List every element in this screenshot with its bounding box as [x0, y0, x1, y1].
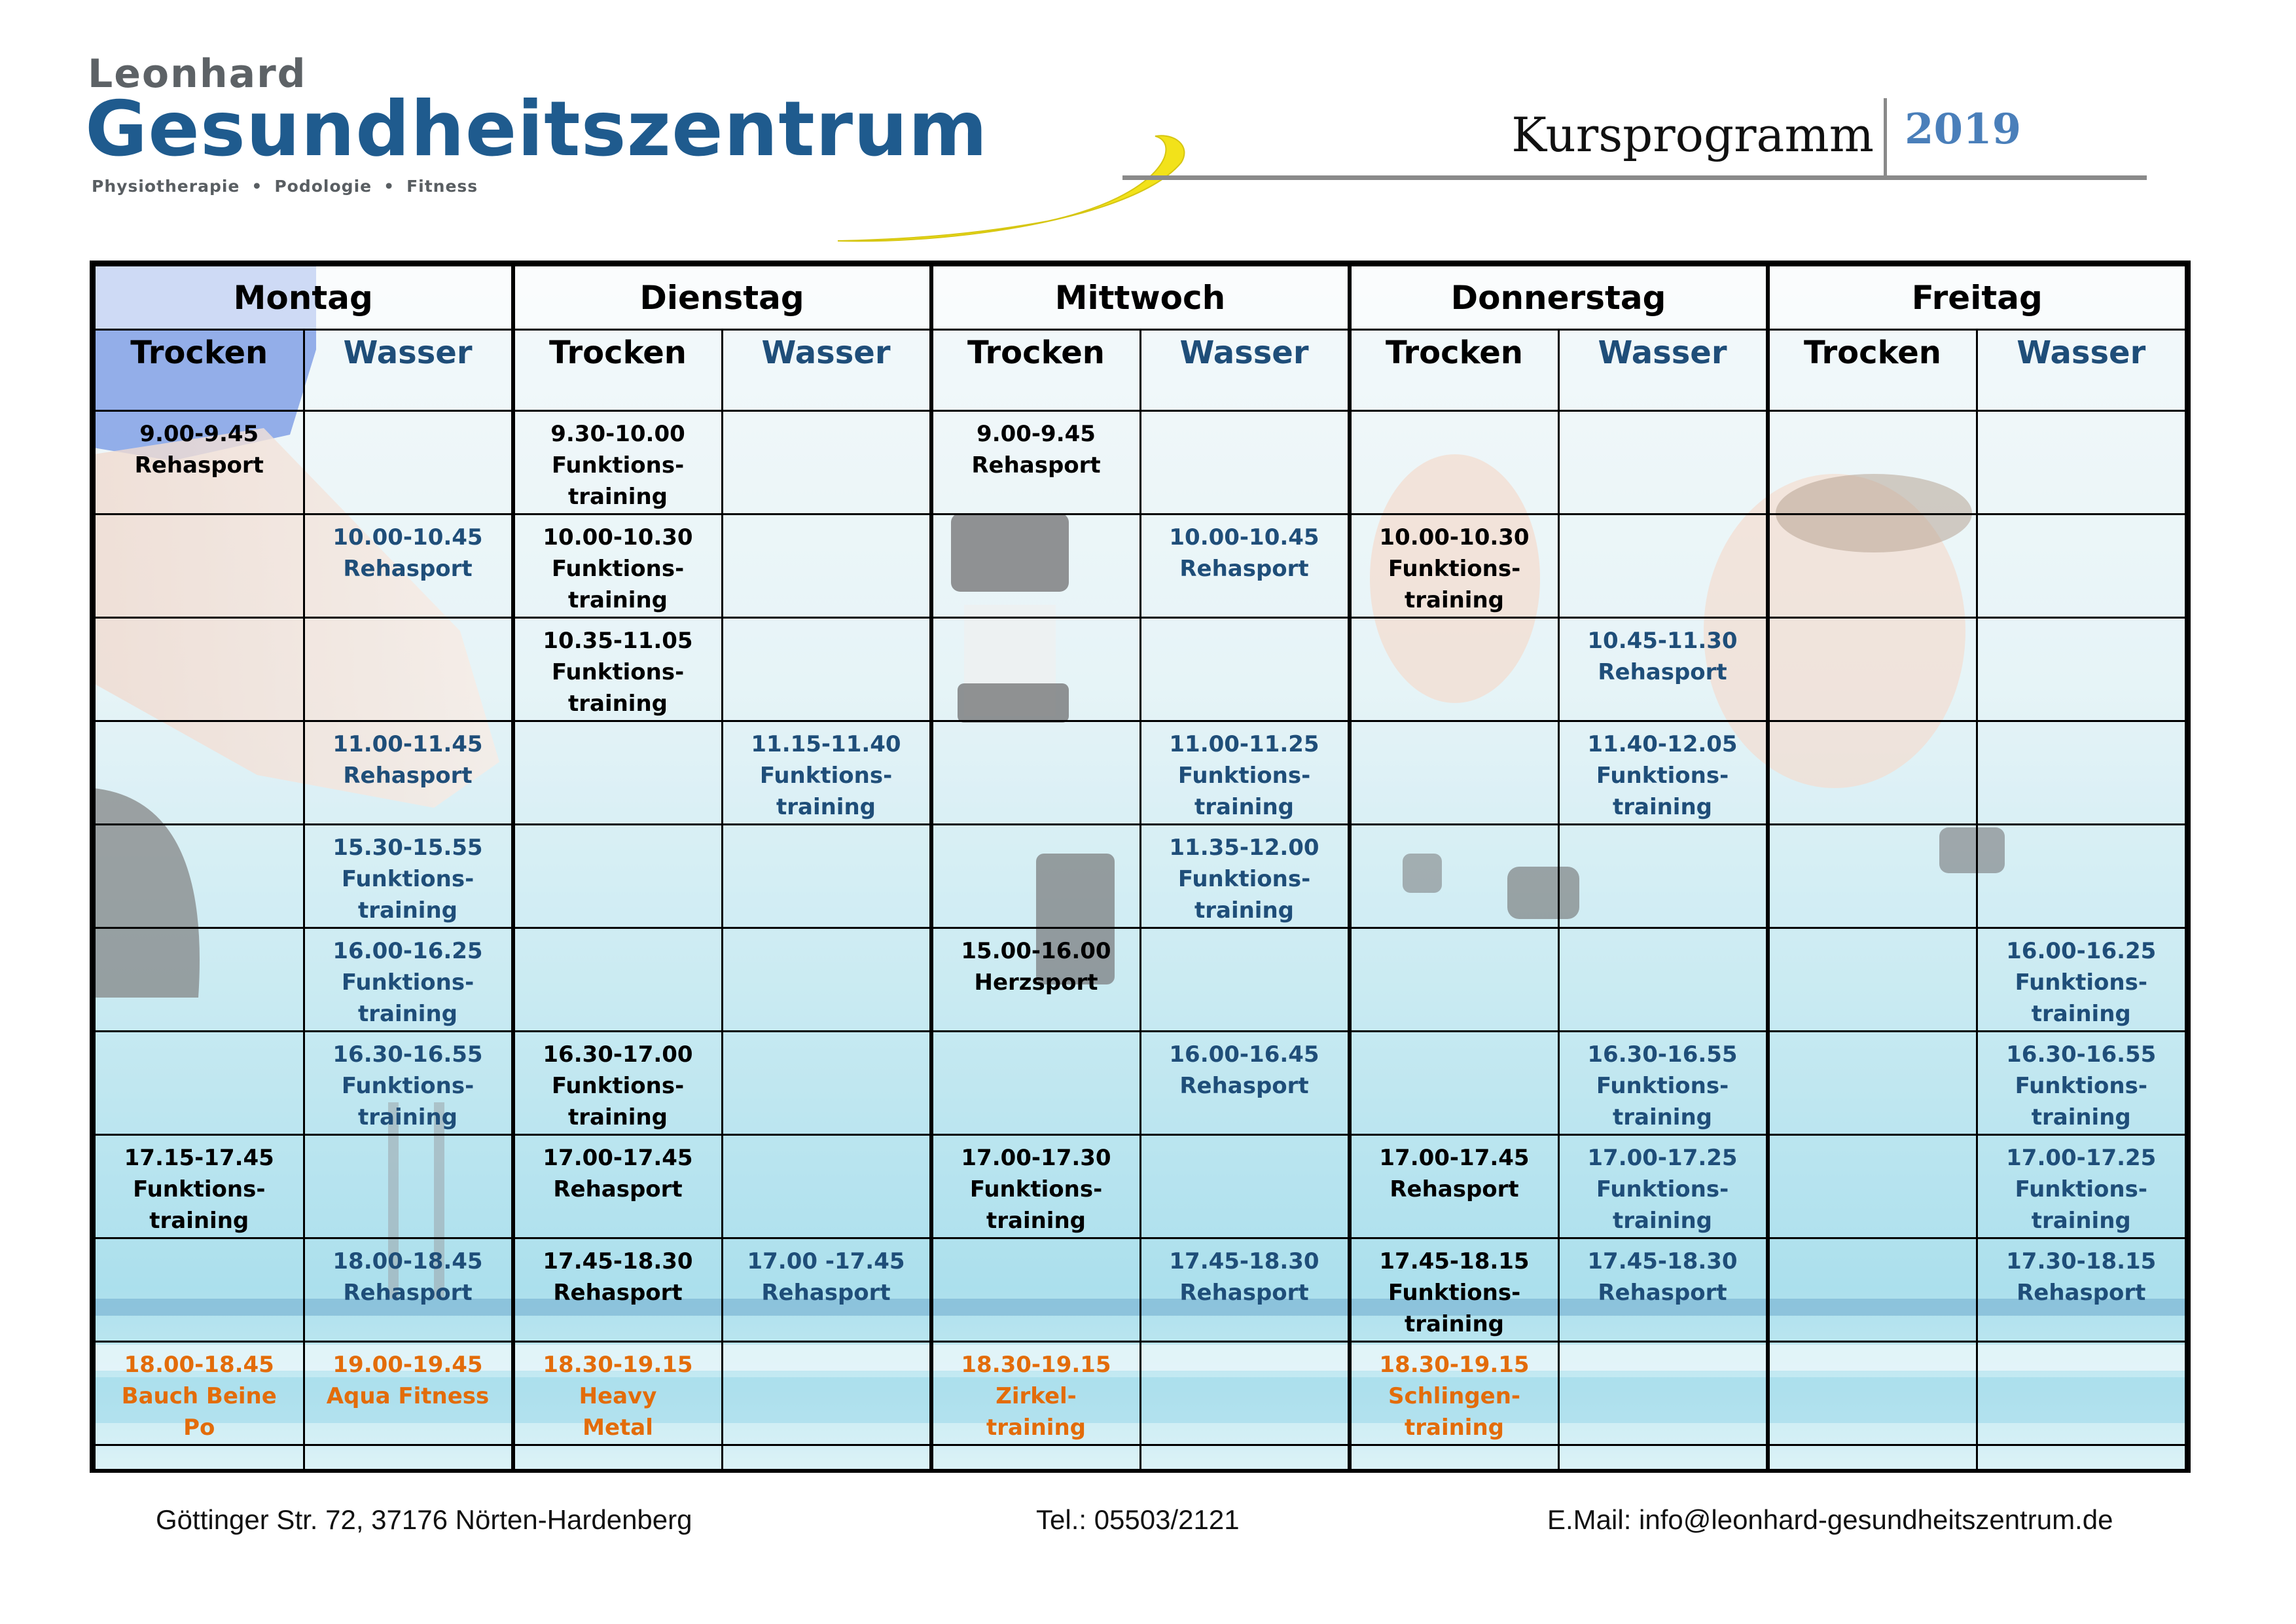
schedule-cell [513, 928, 723, 1032]
schedule-row [95, 928, 2186, 1032]
course-name: training [2031, 1208, 2131, 1234]
schedule-body [95, 411, 2186, 1473]
course-name: Funktions- [969, 1176, 1103, 1202]
course-name: Rehasport [343, 763, 473, 789]
subheader-wasser: Wasser [304, 330, 513, 411]
schedule-cell [1768, 1032, 1977, 1135]
course-name: Rehasport [1598, 659, 1727, 685]
footer-email[interactable]: E.Mail: info@leonhard-gesundheitszentrum.de [1547, 1504, 2113, 1535]
schedule-cell [1977, 721, 2186, 825]
schedule-cell [931, 1342, 1141, 1445]
course-time: 17.30-18.15 [2006, 1248, 2157, 1274]
schedule-cell [722, 825, 931, 928]
course-time: 11.00-11.45 [332, 731, 483, 757]
course-name: Funktions- [133, 1176, 266, 1202]
schedule-cell [1768, 1238, 1977, 1342]
course-name: training [567, 691, 668, 717]
course-time: 10.45-11.30 [1587, 628, 1738, 654]
schedule-cell [1350, 1238, 1559, 1342]
course-name: training [1404, 1415, 1505, 1441]
schedule-cell [722, 1342, 931, 1445]
schedule-cell [1140, 1342, 1350, 1445]
schedule-table [94, 264, 2187, 1473]
course-name: Zirkel- [996, 1383, 1077, 1409]
course-time: 18.30-19.15 [1379, 1352, 1530, 1378]
course-name: Funktions- [1388, 556, 1521, 582]
schedule-cell [1350, 514, 1559, 618]
schedule-cell [1977, 1238, 2186, 1342]
schedule-cell [1977, 1032, 2186, 1135]
schedule-cell [722, 618, 931, 721]
subheader-trocken: Trocken [1350, 330, 1559, 411]
course-name: Funktions- [1177, 763, 1311, 789]
tagline-podologie: Podologie [274, 177, 372, 196]
course-name: training [567, 1104, 668, 1130]
schedule-cell [513, 1032, 723, 1135]
course-time: 18.00-18.45 [332, 1248, 483, 1274]
course-time: 11.35-12.00 [1169, 835, 1319, 861]
course-name: Funktions- [341, 969, 475, 996]
course-name: Funktions- [551, 452, 685, 478]
schedule-cell [304, 721, 513, 825]
schedule-cell [1350, 411, 1559, 514]
course-name: Rehasport [553, 1280, 683, 1306]
course-name: Rehasport [343, 556, 473, 582]
course-name: Funktions- [1596, 1073, 1729, 1099]
title-divider [1884, 98, 1887, 179]
subheader-wasser: Wasser [722, 330, 931, 411]
course-name: Rehasport [761, 1280, 891, 1306]
tagline-fitness: Fitness [406, 177, 478, 196]
course-name: training [1404, 587, 1505, 613]
logo-name-main: Gesundheitszentrum [85, 85, 988, 173]
tagline-physiotherapie: Physiotherapie [92, 177, 240, 196]
schedule-cell [1977, 1342, 2186, 1445]
course-name: Funktions- [551, 659, 685, 685]
course-name: training [1612, 794, 1713, 820]
schedule-cell [95, 1135, 304, 1238]
document-title-block [1122, 98, 2147, 183]
schedule-cell [1350, 825, 1559, 928]
course-time: 15.30-15.55 [332, 835, 483, 861]
schedule-cell [95, 825, 304, 928]
schedule-cell [95, 721, 304, 825]
course-name: training [986, 1208, 1086, 1234]
course-time: 10.00-10.30 [1379, 524, 1530, 550]
schedule-row [95, 1342, 2186, 1445]
course-time: 17.45-18.30 [543, 1248, 693, 1274]
schedule-row [95, 825, 2186, 928]
course-name: Funktions- [551, 556, 685, 582]
schedule-cell [1558, 514, 1768, 618]
schedule-cell [1558, 1238, 1768, 1342]
course-time: 18.30-19.15 [961, 1352, 1111, 1378]
course-name: training [1612, 1104, 1713, 1130]
schedule-cell [304, 1238, 513, 1342]
schedule-cell [1558, 1342, 1768, 1445]
schedule-cell [95, 514, 304, 618]
course-time: 11.40-12.05 [1587, 731, 1738, 757]
schedule-cell [304, 411, 513, 514]
course-time: 16.00-16.25 [2006, 938, 2157, 964]
course-time: 10.00-10.45 [1169, 524, 1319, 550]
course-name: training [357, 1001, 458, 1027]
schedule-cell [1558, 411, 1768, 514]
schedule-row [95, 1238, 2186, 1342]
course-time: 18.30-19.15 [543, 1352, 693, 1378]
schedule-row [95, 618, 2186, 721]
course-name: Rehasport [343, 1280, 473, 1306]
day-header-montag: Montag [95, 266, 513, 330]
course-time: 18.00-18.45 [124, 1352, 274, 1378]
course-time: 16.00-16.45 [1169, 1041, 1319, 1068]
schedule-cell [1558, 618, 1768, 721]
course-name: training [357, 897, 458, 924]
subheader-trocken: Trocken [931, 330, 1141, 411]
schedule-row [95, 514, 2186, 618]
schedule-cell [1558, 721, 1768, 825]
course-name: training [986, 1415, 1086, 1441]
schedule-cell [1768, 1342, 1977, 1445]
schedule-cell [95, 1445, 304, 1473]
schedule-cell [931, 411, 1141, 514]
course-time: 16.00-16.25 [332, 938, 483, 964]
schedule-cell [722, 1135, 931, 1238]
schedule-cell [95, 928, 304, 1032]
course-time: 15.00-16.00 [961, 938, 1111, 964]
schedule-cell [931, 618, 1141, 721]
schedule-cell [1768, 825, 1977, 928]
course-name: Funktions- [2015, 1073, 2147, 1099]
course-name: training [567, 484, 668, 510]
schedule-cell [1768, 514, 1977, 618]
subheader-trocken: Trocken [513, 330, 723, 411]
schedule-cell [304, 514, 513, 618]
schedule-cell [1140, 618, 1350, 721]
schedule-cell [1558, 1445, 1768, 1473]
subheader-wasser: Wasser [1558, 330, 1768, 411]
course-time: 10.35-11.05 [543, 628, 693, 654]
schedule-cell [1558, 1032, 1768, 1135]
schedule-cell [722, 411, 931, 514]
schedule-table-frame [90, 261, 2191, 1473]
course-name: Rehasport [971, 452, 1101, 478]
schedule-cell [513, 411, 723, 514]
schedule-cell [1140, 514, 1350, 618]
schedule-cell [1350, 1445, 1559, 1473]
schedule-cell [931, 1032, 1141, 1135]
course-time: 11.15-11.40 [751, 731, 901, 757]
schedule-cell [513, 1445, 723, 1473]
course-name: Funktions- [341, 866, 475, 892]
logo-name-small: Leonhard [88, 51, 307, 97]
schedule-cell [95, 1238, 304, 1342]
course-name: training [567, 587, 668, 613]
schedule-cell [95, 411, 304, 514]
schedule-cell [1140, 1135, 1350, 1238]
course-time: 17.45-18.15 [1379, 1248, 1530, 1274]
schedule-cell [1350, 928, 1559, 1032]
schedule-cell [722, 928, 931, 1032]
schedule-cell [722, 721, 931, 825]
schedule-cell [1140, 1445, 1350, 1473]
schedule-cell [931, 721, 1141, 825]
course-name: Rehasport [1390, 1176, 1519, 1202]
schedule-cell [722, 1032, 931, 1135]
schedule-cell [1558, 928, 1768, 1032]
schedule-cell [304, 1135, 513, 1238]
schedule-cell [1350, 721, 1559, 825]
schedule-cell [513, 514, 723, 618]
schedule-cell [1350, 618, 1559, 721]
course-name: Rehasport [1179, 1280, 1309, 1306]
course-time: 17.00-17.45 [1379, 1145, 1530, 1171]
schedule-cell [1977, 411, 2186, 514]
schedule-cell [722, 1238, 931, 1342]
schedule-cell [931, 1135, 1141, 1238]
course-name: Funktions- [341, 1073, 475, 1099]
course-name: Schlingen- [1388, 1383, 1521, 1409]
course-name: Heavy [579, 1383, 657, 1409]
schedule-cell [1768, 618, 1977, 721]
course-name: Aqua Fitness [326, 1383, 490, 1409]
course-time: 17.00 -17.45 [747, 1248, 905, 1274]
logo-tagline: Physiotherapie • Podologie • Fitness [92, 177, 478, 196]
schedule-cell [304, 928, 513, 1032]
course-name: training [776, 794, 876, 820]
document-year: 2019 [1905, 105, 2022, 154]
course-time: 19.00-19.45 [332, 1352, 483, 1378]
course-time: 17.45-18.30 [1169, 1248, 1319, 1274]
schedule-cell [931, 825, 1141, 928]
course-name: Po [183, 1415, 215, 1441]
schedule-cell [1768, 928, 1977, 1032]
course-name: Funktions- [2015, 1176, 2147, 1202]
course-name: Funktions- [2015, 969, 2147, 996]
schedule-cell [1350, 1135, 1559, 1238]
footer-address: Göttinger Str. 72, 37176 Nörten-Hardenberg [156, 1504, 692, 1535]
course-time: 10.00-10.30 [543, 524, 693, 550]
schedule-cell [1140, 411, 1350, 514]
subcolumn-header-row [95, 330, 2186, 411]
day-header-dienstag: Dienstag [513, 266, 931, 330]
course-time: 16.30-17.00 [543, 1041, 693, 1068]
course-time: 17.45-18.30 [1587, 1248, 1738, 1274]
course-name: Bauch Beine [121, 1383, 277, 1409]
schedule-cell [1558, 825, 1768, 928]
footer-phone: Tel.: 05503/2121 [1036, 1504, 1240, 1535]
course-name: training [2031, 1104, 2131, 1130]
subheader-wasser: Wasser [1977, 330, 2186, 411]
course-name: training [2031, 1001, 2131, 1027]
schedule-row [95, 1445, 2186, 1473]
course-name: Rehasport [134, 452, 264, 478]
course-time: 9.30-10.00 [550, 421, 685, 447]
schedule-cell [1977, 514, 2186, 618]
course-time: 9.00-9.45 [977, 421, 1096, 447]
course-name: training [1612, 1208, 1713, 1234]
course-name: Rehasport [1179, 556, 1309, 582]
course-name: Funktions- [759, 763, 893, 789]
course-name: Rehasport [2017, 1280, 2146, 1306]
course-name: Rehasport [1179, 1073, 1309, 1099]
schedule-cell [95, 1342, 304, 1445]
document-title: Kursprogramm [1511, 107, 1874, 162]
schedule-cell [931, 1445, 1141, 1473]
course-time: 10.00-10.45 [332, 524, 483, 550]
schedule-cell [1977, 825, 2186, 928]
schedule-cell [1768, 1135, 1977, 1238]
schedule-cell [513, 618, 723, 721]
schedule-cell [1768, 721, 1977, 825]
course-time: 17.00-17.25 [2006, 1145, 2157, 1171]
schedule-cell [1140, 825, 1350, 928]
course-time: 11.00-11.25 [1169, 731, 1319, 757]
subheader-wasser: Wasser [1140, 330, 1350, 411]
schedule-cell [304, 1032, 513, 1135]
course-name: training [1194, 794, 1295, 820]
schedule-row [95, 721, 2186, 825]
schedule-row [95, 1135, 2186, 1238]
course-name: Rehasport [553, 1176, 683, 1202]
schedule-cell [95, 618, 304, 721]
day-header-freitag: Freitag [1768, 266, 2186, 330]
course-time: 9.00-9.45 [139, 421, 259, 447]
schedule-cell [95, 1032, 304, 1135]
schedule-cell [304, 1445, 513, 1473]
schedule-cell [304, 1342, 513, 1445]
course-name: Funktions- [1388, 1280, 1521, 1306]
schedule-cell [931, 928, 1141, 1032]
course-time: 17.15-17.45 [124, 1145, 274, 1171]
title-underline [1122, 175, 2147, 180]
day-header-donnerstag: Donnerstag [1350, 266, 1768, 330]
schedule-cell [1140, 928, 1350, 1032]
schedule-cell [1350, 1342, 1559, 1445]
schedule-cell [513, 1238, 723, 1342]
subheader-trocken: Trocken [1768, 330, 1977, 411]
schedule-cell [513, 825, 723, 928]
day-header-mittwoch: Mittwoch [931, 266, 1350, 330]
schedule-cell [722, 1445, 931, 1473]
schedule-cell [1977, 618, 2186, 721]
course-time: 17.00-17.25 [1587, 1145, 1738, 1171]
course-name: training [1194, 897, 1295, 924]
company-logo [85, 51, 1106, 215]
schedule-row [95, 1032, 2186, 1135]
schedule-cell [1350, 1032, 1559, 1135]
course-name: Herzsport [974, 969, 1098, 996]
day-header-row [95, 266, 2186, 330]
schedule-cell [931, 1238, 1141, 1342]
course-time: 17.00-17.30 [961, 1145, 1111, 1171]
schedule-cell [1558, 1135, 1768, 1238]
schedule-cell [304, 618, 513, 721]
schedule-cell [513, 721, 723, 825]
course-time: 16.30-16.55 [332, 1041, 483, 1068]
schedule-cell [513, 1342, 723, 1445]
schedule-cell [1768, 411, 1977, 514]
schedule-cell [1977, 1135, 2186, 1238]
schedule-cell [931, 514, 1141, 618]
course-name: training [149, 1208, 249, 1234]
schedule-cell [1977, 1445, 2186, 1473]
course-name: Funktions- [1596, 763, 1729, 789]
course-time: 16.30-16.55 [1587, 1041, 1738, 1068]
subheader-trocken: Trocken [95, 330, 304, 411]
course-name: training [357, 1104, 458, 1130]
course-name: Funktions- [551, 1073, 685, 1099]
course-time: 16.30-16.55 [2006, 1041, 2157, 1068]
schedule-cell [1768, 1445, 1977, 1473]
schedule-cell [722, 514, 931, 618]
schedule-cell [1140, 1032, 1350, 1135]
course-name: Rehasport [1598, 1280, 1727, 1306]
course-name: Metal [583, 1415, 653, 1441]
schedule-cell [1977, 928, 2186, 1032]
course-time: 17.00-17.45 [543, 1145, 693, 1171]
schedule-row [95, 411, 2186, 514]
schedule-cell [1140, 721, 1350, 825]
course-name: Funktions- [1596, 1176, 1729, 1202]
schedule-cell [513, 1135, 723, 1238]
course-name: training [1404, 1311, 1505, 1337]
schedule-cell [304, 825, 513, 928]
schedule-cell [1140, 1238, 1350, 1342]
course-name: Funktions- [1177, 866, 1311, 892]
